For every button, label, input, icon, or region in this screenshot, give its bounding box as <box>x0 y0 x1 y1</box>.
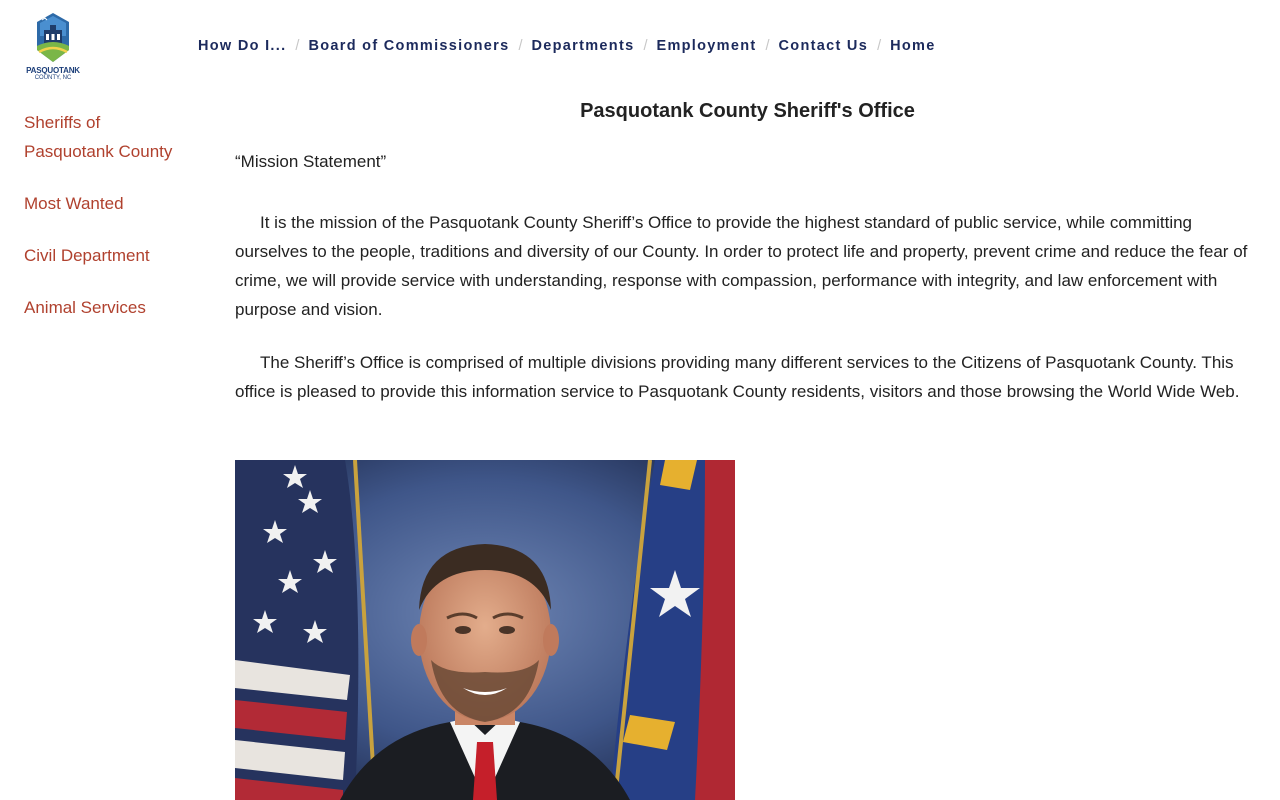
sheriff-portrait <box>235 460 735 800</box>
nav-separator: / <box>765 38 770 54</box>
logo-name: PASQUOTANK <box>26 66 80 75</box>
sidebar-item-sheriffs[interactable]: Sheriffs of Pasquotank County <box>24 113 173 161</box>
mission-heading: “Mission Statement” <box>235 152 387 171</box>
nav-how-do-i[interactable]: How Do I... <box>198 38 287 54</box>
sidebar-item-animal-services[interactable]: Animal Services <box>24 298 146 317</box>
nav-separator: / <box>518 38 523 54</box>
page-title: Pasquotank County Sheriff's Office <box>580 100 915 122</box>
nav-separator: / <box>643 38 648 54</box>
mission-paragraph: It is the mission of the Pasquotank County Sheriff’s Office to provide the highest standard of public service, while committing ourselves to the people, traditions and diversity of our County. In order to protect life and property, prevent crime and reduce the fear of crime, we will provide service with understanding, response with compassion, performance with integrity, and law enforcement with purpose and vision. <box>235 213 1248 319</box>
county-seal-icon <box>22 12 84 68</box>
top-navigation <box>198 38 936 54</box>
nav-contact-us[interactable]: Contact Us <box>778 38 869 54</box>
nav-board-of-commissioners[interactable]: Board of Commissioners <box>308 38 510 54</box>
nav-separator: / <box>877 38 882 54</box>
nav-home[interactable]: Home <box>890 38 936 54</box>
sheriff-portrait-image <box>235 460 735 800</box>
nav-employment[interactable]: Employment <box>656 38 757 54</box>
nav-departments[interactable]: Departments <box>531 38 635 54</box>
divisions-paragraph: The Sheriff’s Office is comprised of multiple divisions providing many different services to the Citizens of Pasquotank County. This office is pleased to provide this information service to Pasquotank County residents, visitors and those browsing the World Wide Web. <box>235 353 1240 401</box>
sidebar-item-most-wanted[interactable]: Most Wanted <box>24 194 124 213</box>
sidebar-item-civil-department[interactable]: Civil Department <box>24 246 150 265</box>
main-content <box>235 95 1250 406</box>
sidebar <box>24 108 194 345</box>
county-logo[interactable] <box>22 12 84 84</box>
nav-separator: / <box>295 38 300 54</box>
logo-subtitle: COUNTY, NC <box>34 75 72 81</box>
